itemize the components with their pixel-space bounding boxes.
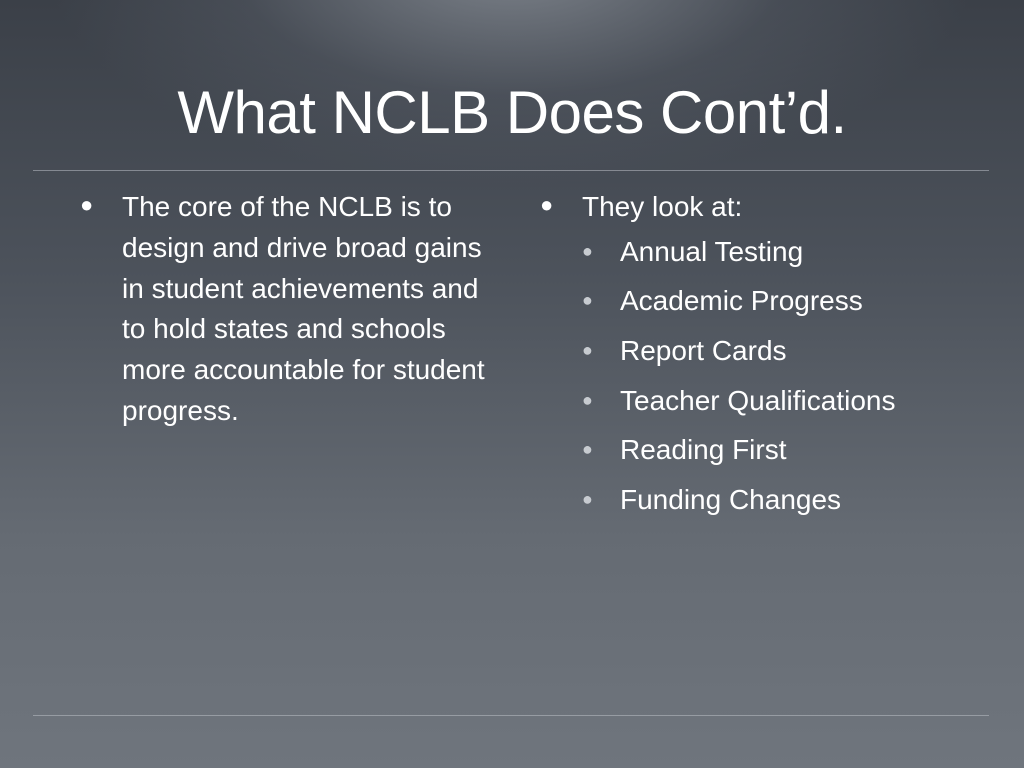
sub-bullet-item <box>582 482 1000 532</box>
sub-bullet-text: Annual Testing <box>620 235 804 267</box>
bullet-text: They look at: <box>582 191 743 222</box>
bullet-text: The core of the NCLB is to design and drive broad gains in student achievements and to hold states and schools more accountable for student progress. <box>122 191 485 426</box>
sub-bullet-dot-icon: ● <box>582 339 593 360</box>
sub-bullet-dot-icon: ● <box>582 240 593 261</box>
bullet-item <box>80 187 490 432</box>
sub-bullet-item <box>582 333 1000 383</box>
sub-bullet-dot-icon: ● <box>582 488 593 509</box>
left-column <box>80 187 490 432</box>
bullet-dot-icon: ● <box>80 192 94 217</box>
top-divider <box>33 170 989 171</box>
sub-bullet-text: Reading First <box>620 434 787 466</box>
bottom-divider <box>33 715 989 716</box>
sub-bullet-item <box>582 383 1000 433</box>
right-column <box>540 187 1000 531</box>
sub-bullet-item <box>582 234 1000 284</box>
sub-bullet-text: Report Cards <box>620 334 787 366</box>
sub-bullet-item <box>582 432 1000 482</box>
sub-bullet-item <box>582 283 1000 333</box>
sub-bullet-dot-icon: ● <box>582 439 593 460</box>
sub-bullet-text: Funding Changes <box>620 483 842 515</box>
bullet-item <box>540 187 1000 228</box>
sub-bullet-dot-icon: ● <box>582 389 593 410</box>
sub-bullet-text: Teacher Qualifications <box>620 384 896 416</box>
sub-bullet-text: Academic Progress <box>620 285 863 317</box>
bullet-dot-icon: ● <box>540 192 554 217</box>
sub-bullet-list <box>582 234 1000 532</box>
slide-title: What NCLB Does Cont’d. <box>177 79 847 146</box>
sub-bullet-dot-icon: ● <box>582 290 593 311</box>
